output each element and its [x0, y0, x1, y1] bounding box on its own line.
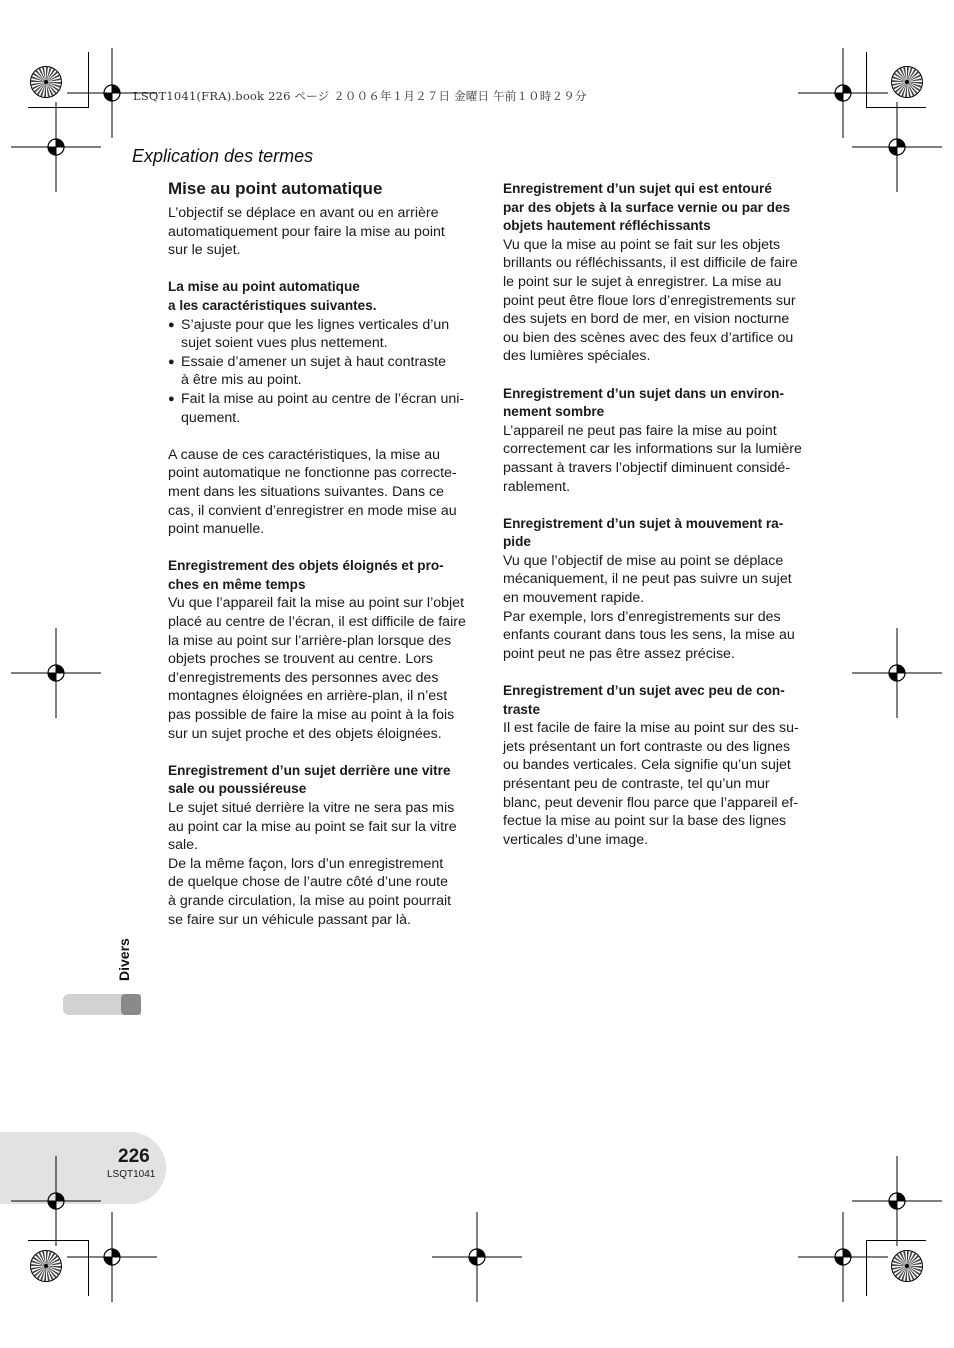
- printer-info-line: LSQT1041(FRA).book 226 ページ ２００６年１月２７日 金曜日 午前１０時２９分: [133, 89, 587, 103]
- case-body-dirty-glass: Le sujet situé derrière la vitre ne sera pas mis au point car la mise au point se fait sur la vitre sale. De la même façon, lors d’un enregistrement de quelque chose de l’autre côté d’une route à grande circulation, la mise au point pourrait se faire sur un véhicule passant par là.: [168, 800, 457, 928]
- features-heading: La mise au point automatique a les caractéristiques suivantes.: [168, 279, 377, 313]
- registration-mark-icon: [67, 1212, 157, 1302]
- case-body-dark: L’appareil ne peut pas faire la mise au point correctement car les informations sur la lumière passant à travers l’objectif diminuent considé- rablement.: [503, 422, 802, 495]
- page-code: LSQT1041: [107, 1169, 156, 1180]
- list-item: ● S’ajuste pour que les lignes verticales d’un sujet soient vues plus nettement.: [168, 316, 450, 352]
- case-body-distant-objects: Vu que l’appareil fait la mise au point sur l’objet placé au centre de l’écran, il est difficile de faire la mise au point sur l’arrière-plan lorsque des objets proches se trouvent au centre. Lors d’enregistrements des personnes avec des montagnes éloignées en arrière-plan, il n’est pas possible de faire la mise au point à la fois sur un sujet proche et des objets éloignées.: [168, 595, 466, 742]
- features-list: [168, 316, 476, 428]
- case-heading-low-contrast: Enregistrement d’un sujet avec peu de con- traste: [503, 683, 785, 717]
- chapter-tab-marker: [121, 994, 141, 1015]
- trim-line: [28, 1240, 88, 1241]
- main-heading: Mise au point automatique: [168, 179, 383, 198]
- registration-mark-icon: [432, 1212, 522, 1302]
- trim-line: [866, 52, 867, 108]
- left-column: [168, 178, 476, 929]
- trim-line: [866, 1240, 926, 1241]
- case-heading-fast-motion: Enregistrement d’un sujet à mouvement ra- pide: [503, 515, 784, 550]
- registration-mark-icon: [852, 628, 942, 718]
- trim-line: [866, 1240, 867, 1296]
- right-column: [503, 180, 813, 849]
- case-body-reflective: Vu que la mise au point se fait sur les objets brillants ou réfléchissants, il est difficile de faire le point sur le sujet à enregistrer. La mise au point peut être floue lors d’enregistrements sur des sujets en bord de mer, en vision nocturne ou bien des scènes avec des feux d’artifice ou des lumières spéciales.: [503, 236, 798, 365]
- color-target-icon: [890, 1249, 924, 1283]
- case-heading-dark: Enregistrement d’un sujet dans un environ- nement sombre: [503, 385, 784, 420]
- trim-line: [88, 1240, 89, 1296]
- page-number: 226: [118, 1146, 150, 1167]
- trim-line: [88, 52, 89, 108]
- case-heading-reflective: Enregistrement d’un sujet qui est entouré par des objets à la surface vernie ou par des objets hautement réfléchissants: [503, 181, 791, 234]
- color-target-icon: [890, 65, 924, 99]
- case-body-fast-motion: Vu que l’objectif de mise au point se déplace mécaniquement, il ne peut pas suivre un sujet en mouvement rapide. Par exemple, lors d’enregistrements sur des enfants courant dans tous les sens, la mise au point peut ne pas être assez précise.: [503, 552, 795, 662]
- registration-mark-icon: [11, 102, 101, 192]
- trim-line: [866, 107, 926, 108]
- trim-line: [28, 107, 88, 108]
- registration-mark-icon: [852, 102, 942, 192]
- chapter-label: Divers: [116, 938, 132, 982]
- case-body-low-contrast: Il est facile de faire la mise au point sur des su- jets présentant un fort contraste ou des lignes ou bandes verticales. Cela signifie qu’un sujet présentant peu de contraste, tel qu’un mur blanc, peut devenir flou parce que l’appareil ef- fectue la mise au point sur la base des lignes verticales d’une image.: [503, 720, 799, 848]
- color-target-icon: [29, 1249, 63, 1283]
- color-target-icon: [29, 65, 63, 99]
- case-heading-distant-objects: Enregistrement des objets éloignés et pro- ches en même temps: [168, 558, 444, 592]
- case-heading-dirty-glass: Enregistrement d’un sujet derrière une vitre sale ou poussiéreuse: [168, 762, 451, 797]
- intro-paragraph: L’objectif se déplace en avant ou en arrière automatiquement pour faire la mise au point sur le sujet.: [168, 205, 445, 259]
- registration-mark-icon: [11, 628, 101, 718]
- section-title: Explication des termes: [132, 146, 314, 166]
- cause-paragraph: A cause de ces caractéristiques, la mise au point automatique ne fonctionne pas correcte- ment dans les situations suivantes. Dans ce cas, il convient d’enregistrer en mode mise au point manuelle.: [168, 446, 457, 538]
- registration-mark-icon: [798, 1212, 888, 1302]
- list-item: ● Fait la mise au point au centre de l’écran uni- quement.: [168, 390, 465, 426]
- list-item: ● Essaie d’amener un sujet à haut contraste à être mis au point.: [168, 353, 446, 389]
